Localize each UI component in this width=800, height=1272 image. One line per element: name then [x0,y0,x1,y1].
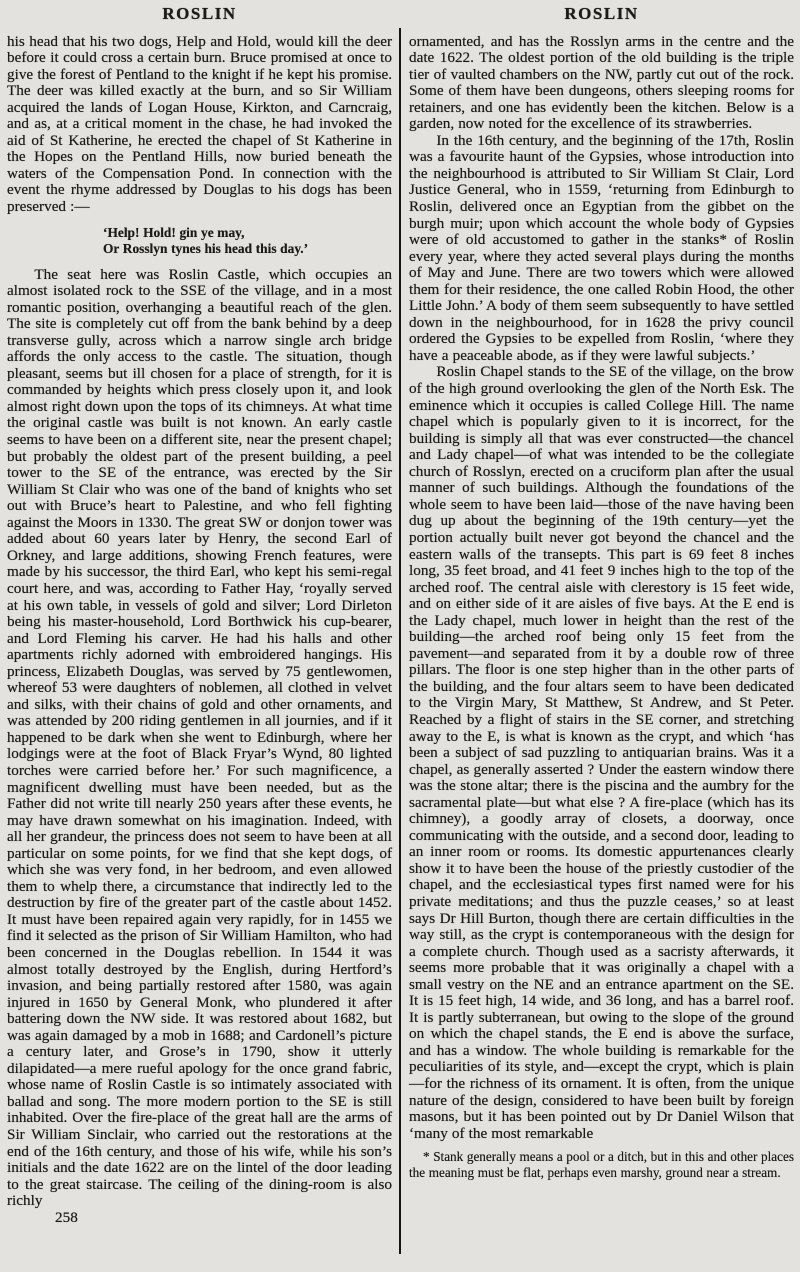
left-column [7,6,392,1226]
verse-line-2: Or Rosslyn tynes his head this day.’ [103,240,309,256]
left-paragraph-continuation: his head that his two dogs, Help and Hold, would kill the deer before it could cross a certain burn. Bruce promised at once to give the forest of Pentland to the knight if he kept his promise. The deer was killed exactly at the burn, and so Sir William acquired the lands of Logan House, Kirkton, and Carncraig, and as, at a critical moment in the chase, he had invoked the aid of St Katherine, he erected the chapel of St Katherine in the Hopes on the Pentland Hills, now buried beneath the waters of the Compensation Pond. In connection with the event the rhyme addressed by Douglas to his dogs has been preserved :— [7,32,392,216]
running-head-left: ROSLIN [162,4,237,23]
page-number: 258 [55,1208,78,1226]
footnote-stank: * Stank generally means a pool or a ditch, but in this and other places the meaning must be flat, perhaps even marshy, ground near a stream. [409,1149,794,1180]
verse-line-1: ‘Help! Hold! gin ye may, [103,224,245,240]
running-head-right: ROSLIN [564,4,639,23]
right-paragraph-roslin-chapel: Roslin Chapel stands to the SE of the village, on the brow of the high ground overlooking the glen of the North Esk. The eminence which it occupies is called College Hill. The name chapel which is popularly given to it is incorrect, for the building is simply all that was ever constructed—the chancel and Lady chapel—of what was intended to be the collegiate church of Rosslyn, erected on a cruciform plan after the usual manner of such buildings. Although the foundations of the whole seem to have been laid—those of the nave having been dug up about the beginning of the 19th century—yet the portion actually built never got beyond the chancel and the eastern walls of the transepts. This part is 69 feet 8 inches long, 35 feet broad, and 41 feet 9 inches high to the top of the arched roof. The central aisle with clerestory is 15 feet wide, and on either side of it are aisles of five bays. At the E end is the Lady chapel, much lower in height than the rest of the building—the arched roof being only 15 feet from the pavement—and separated from it by a double row of three pillars. The floor is one step higher than in the other parts of the building, and the four altars seem to have been dedicated to the Virgin Mary, St Matthew, St Andrew, and St Peter. Reached by a flight of stairs in the SE corner, and stretching away to the E, is what is known as the crypt, and which ‘has been a subject of sad puzzling to antiquarian brains. Was it a chapel, as generally asserted ? Under the eastern window there was the stone altar; there is the piscina and the aumbry for the sacramental plate—but what else ? A fire-place (which has its chimney), a goodly array of closets, a doorway, once communicating with the outside, and a second door, leading to an inner room or rooms. Its domestic appurtenances clearly show it to have been the house of the priestly custodier of the chapel, and the ecclesiastical types first named were for his private meditations; and thus the puzzle ceases,’ so at least says Dr Hill Burton, though there are certain difficulties in the way still, as the crypt is contemporaneous with the design for a complete church. Though used as a sacristy afterwards, it seems more probable that it was originally a chapel with a small vestry on the NE and an entrance apartment on the SE. It is 15 feet high, 14 wide, and 36 long, and has a barrel roof. It is partly subterranean, but owing to the slope of the ground on which the chapel stands, the E end is above the surface, and has a window. The whole building is remarkable for the peculiarities of its style, and—except the crypt, which is plain—for the richness of its ornament. It is often, from the unique nature of the design, considered to have been built by foreign masons, but it has been pointed out by Dr Daniel Wilson that ‘many of the most remarkable [409,363,794,1142]
right-column [409,6,794,1180]
left-paragraph-roslin-castle: The seat here was Roslin Castle, which occupies an almost isolated rock to the SSE of the village, and in a most romantic position, overhanging a beautiful reach of the glen. The site is completely cut off from the bank behind by a deep transverse gully, across which a narrow single arch bridge affords the only access to the castle. The situation, though pleasant, seems but ill chosen for a place of strength, for it is commanded by heights which press closely upon it, and look almost right down upon the tops of its chimneys. At what time the original castle was built is not known. An early castle seems to have been on a different site, near the present chapel; but probably the oldest part of the present building, a peel tower to the SE of the entrance, was erected by the Sir William St Clair who was one of the band of knights who set out with Bruce’s heart to Palestine, and who fell fighting against the Moors in 1330. The great SW or donjon tower was added about 60 years later by Henry, the second Earl of Orkney, and large additions, showing French features, were made by his successor, the third Earl, who kept his semi-regal court here, and was, according to Father Hay, ‘royally served at his own table, in vessels of gold and silver; Lord Dirleton being his master-household, Lord Borthwick his cup-bearer, and Lord Fleming his carver. He had his halls and other apartments richly adorned with embroidered hangings. His princess, Elizabeth Douglas, was served by 75 gentlewomen, whereof 53 were daughters of noblemen, all clothed in velvet and silks, with their chains of gold and other ornaments, and was attended by 200 riding gentlemen in all journies, and if it happened to be dark when she went to Edinburgh, where her lodgings were at the foot of Black Fryar’s Wynd, 80 lighted torches were carried before her.’ For such magnificence, a magnificent dwelling must have been needed, but as the Father did not write till nearly 250 years after these events, he may have drawn somewhat on his imagination. Indeed, with all her grandeur, the princess does not seem to have been at all particular on some points, for we find that she kept dogs, of which she was very fond, in her bedroom, and even allowed them to whelp there, a circumstance that indirectly led to the destruction by fire of the greater part of the castle about 1452. It must have been repaired again very rapidly, for in 1455 we find it selected as the prison of Sir William Hamilton, who had been concerned in the Douglas rebellion. In 1544 it was almost totally destroyed by the English, during Hertford’s invasion, and being partially restored after 1580, was again injured in 1650 by General Monk, who plundered it after battering down the NW side. It was restored about 1682, but was again damaged by a mob in 1688; and Cardonell’s picture a century later, and Grose’s in 1790, show it utterly dilapidated—a mere rueful apology for the once grand fabric, whose name of Roslin Castle is so intimately associated with ballad and song. The more modern portion to the SE is still inhabited. Over the fire-place of the great hall are the arms of Sir William Sinclair, who carried out the restorations at the end of the 16th century, and those of his wife, while his son’s initials and the date 1622 are on the lintel of the door leading to the great staircase. The ceiling of the dining-room is also richly [7,265,392,1210]
right-paragraph-continuation: ornamented, and has the Rosslyn arms in the centre and the date 1622. The oldest portion of the old building is the triple tier of vaulted chambers on the NW, partly cut out of the rock. Some of them have been dungeons, others sleeping rooms for retainers, and one has evidently been the kitchen. Below is a garden, now noted for the excellence of its strawberries. [409,32,794,133]
right-paragraph-gypsies: In the 16th century, and the beginning of the 17th, Roslin was a favourite haunt of the Gypsies, whose introduction into the neighbourhood is attributed to Sir William St Clair, Lord Justice General, who in 1559, ‘returning from Edinburgh to Roslin, delivered once an Egyptian from the gibbet on the burgh muir; upon which account the whole body of Gypsies were of old accustomed to gather in the stanks* of Roslin every year, where they acted several plays during the months of May and June. There are two towers which were allowed them for their residence, the one called Robin Hood, the other Little John.’ A body of them seem subsequently to have settled down in the neighbourhood, for in 1628 the privy council ordered the Gypsies to be expelled from Roslin, ‘where they have a peaceable abode, as if they were lawful subjects.’ [409,131,794,364]
column-divider-rule [399,28,401,1254]
verse-quote [103,225,392,257]
